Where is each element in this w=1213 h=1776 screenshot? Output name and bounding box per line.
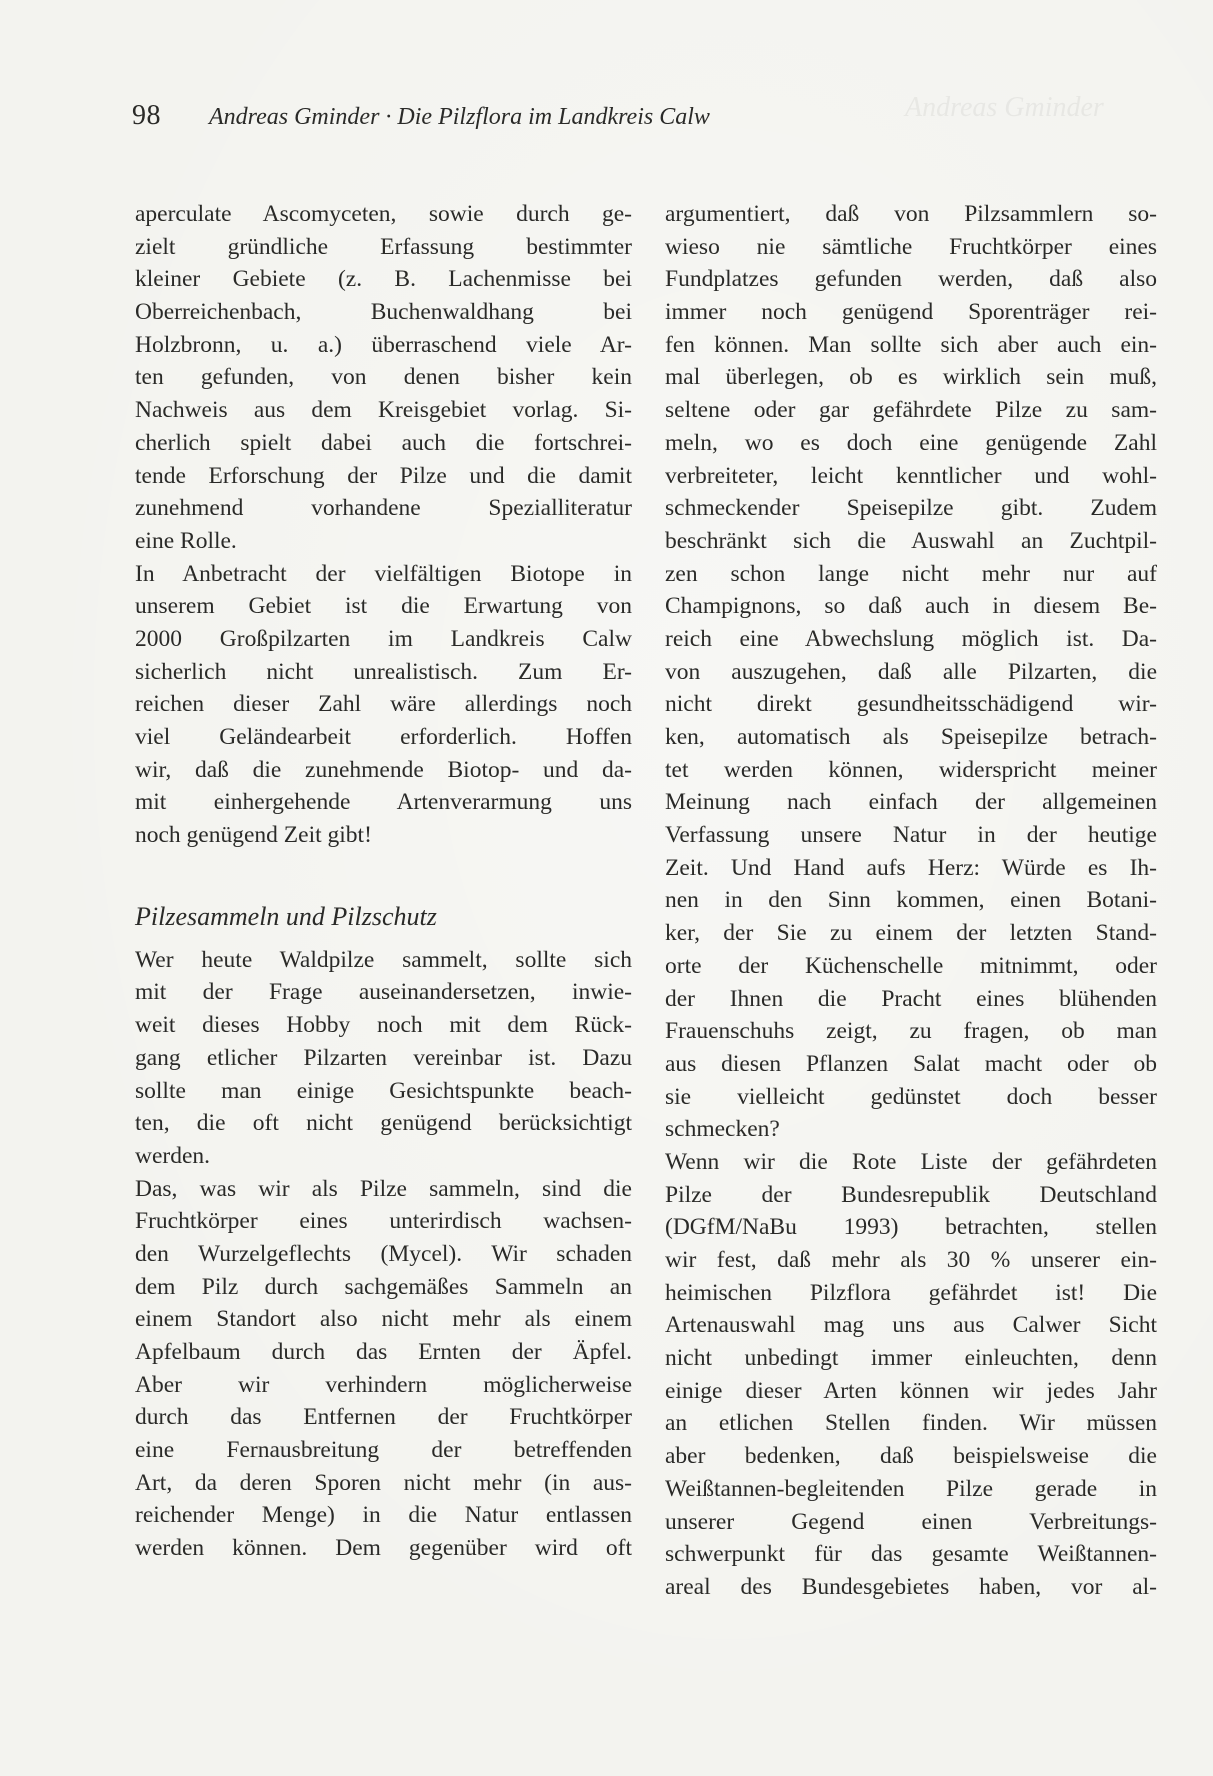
text-line: mit der Frage auseinandersetzen, inwie-: [135, 979, 632, 1006]
text-line: Champignons, so daß auch in diesem Be-: [665, 593, 1157, 620]
text-line: Art, da deren Sporen nicht mehr (in aus-: [135, 1469, 632, 1496]
text-line: Wenn wir die Rote Liste der gefährdeten: [665, 1148, 1157, 1175]
paragraph: [135, 1173, 632, 1565]
text-line: argumentiert, daß von Pilzsammlern so-: [665, 201, 1157, 227]
text-line: gang etlicher Pilzarten vereinbar ist. Dazu: [135, 1044, 632, 1071]
text-line: viel Geländearbeit erforderlich. Hoffen: [135, 724, 632, 750]
running-head: Andreas Gminder · Die Pilzflora im Landkreis Calw: [209, 104, 710, 130]
text-line: meln, wo es doch eine genügende Zahl: [665, 429, 1157, 456]
text-line: mal überlegen, ob es wirklich sein muß,: [665, 364, 1157, 391]
text-line: aber bedenken, daß beispielsweise die: [665, 1443, 1157, 1470]
text-line: seltene oder gar gefährdete Pilze zu sam-: [665, 397, 1157, 424]
text-line: Aber wir verhindern möglicherweise: [135, 1371, 632, 1398]
left-column: [135, 198, 632, 1565]
text-line: eine Rolle.: [135, 527, 237, 554]
text-line: den Wurzelgeflechts (Mycel). Wir schaden: [135, 1240, 632, 1267]
text-line: Oberreichenbach, Buchenwaldhang bei: [135, 299, 632, 326]
text-line: aperculate Ascomyceten, sowie durch ge-: [135, 201, 632, 227]
text-line: immer noch genügend Sporenträger rei-: [665, 299, 1157, 326]
text-line: tende Erforschung der Pilze und die damit: [135, 462, 632, 489]
text-line: noch genügend Zeit gibt!: [135, 822, 372, 849]
section-heading: Pilzesammeln und Pilzschutz: [135, 901, 437, 931]
page-number: 98: [132, 100, 161, 131]
text-line: wieso nie sämtliche Fruchtkörper eines: [665, 233, 1157, 260]
text-line: der Ihnen die Pracht eines blühenden: [665, 985, 1157, 1012]
text-line: kleiner Gebiete (z. B. Lachenmisse bei: [135, 266, 632, 293]
text-line: orte der Küchenschelle mitnimmt, oder: [665, 952, 1157, 979]
text-line: nicht direkt gesundheitsschädigend wir-: [665, 691, 1157, 718]
text-line: Frauenschuhs zeigt, zu fragen, ob man: [665, 1018, 1157, 1045]
text-line: ten gefunden, von denen bisher kein: [135, 364, 632, 391]
text-line: schwerpunkt für das gesamte Weißtannen-: [665, 1541, 1157, 1568]
text-line: reichender Menge) in die Natur entlassen: [135, 1502, 632, 1529]
text-line: tet werden können, widerspricht meiner: [665, 756, 1157, 783]
text-line: eine Fernausbreitung der betreffenden: [135, 1437, 632, 1464]
text-line: cherlich spielt dabei auch die fortschrei-: [135, 429, 632, 456]
text-line: In Anbetracht der vielfältigen Biotope in: [135, 560, 632, 587]
text-line: zen schon lange nicht mehr nur auf: [665, 560, 1157, 587]
text-line: einige dieser Arten können wir jedes Jahr: [665, 1377, 1157, 1404]
text-line: verbreiteter, leicht kenntlicher und wohl-: [665, 462, 1157, 489]
paragraph: [665, 198, 1157, 1146]
text-line: nicht unbedingt immer einleuchten, denn: [665, 1345, 1157, 1372]
text-line: unserer Gegend einen Verbreitungs-: [665, 1508, 1157, 1535]
paragraph: [135, 944, 632, 1173]
text-line: weit dieses Hobby noch mit dem Rück-: [135, 1012, 632, 1039]
text-line: werden können. Dem gegenüber wird oft: [135, 1535, 632, 1562]
text-line: Apfelbaum durch das Ernten der Äpfel.: [135, 1339, 632, 1365]
text-line: Artenauswahl mag uns aus Calwer Sicht: [665, 1312, 1157, 1339]
text-line: reichen dieser Zahl wäre allerdings noch: [135, 691, 632, 718]
text-line: dem Pilz durch sachgemäßes Sammeln an: [135, 1273, 632, 1300]
text-line: Meinung nach einfach der allgemeinen: [665, 789, 1157, 816]
text-line: ten, die oft nicht genügend berücksichtigt: [135, 1110, 632, 1137]
paragraph: [135, 558, 632, 852]
text-line: Pilze der Bundesrepublik Deutschland: [665, 1181, 1157, 1208]
text-line: einem Standort also nicht mehr als einem: [135, 1306, 632, 1333]
text-line: Weißtannen-begleitenden Pilze gerade in: [665, 1475, 1157, 1502]
page-header: [132, 100, 710, 136]
text-line: sicherlich nicht unrealistisch. Zum Er-: [135, 658, 632, 685]
text-line: werden.: [135, 1142, 211, 1169]
text-line: Fruchtkörper eines unterirdisch wachsen-: [135, 1208, 632, 1235]
text-line: fen können. Man sollte sich aber auch ein-: [665, 331, 1157, 358]
paragraph: [135, 198, 632, 558]
text-line: durch das Entfernen der Fruchtkörper: [135, 1404, 632, 1431]
text-line: schmecken?: [665, 1116, 780, 1143]
paragraph: [665, 1146, 1157, 1604]
right-column: [665, 198, 1157, 1604]
text-line: sollte man einige Gesichtspunkte beach-: [135, 1077, 632, 1104]
bleed-through-text: Andreas Gminder: [905, 92, 1104, 123]
text-line: Wer heute Waldpilze sammelt, sollte sich: [135, 946, 632, 973]
text-line: schmeckender Speisepilze gibt. Zudem: [665, 495, 1157, 522]
text-line: ker, der Sie zu einem der letzten Stand-: [665, 920, 1157, 947]
text-line: Verfassung unsere Natur in der heutige: [665, 822, 1157, 849]
text-line: areal des Bundesgebietes haben, vor al-: [665, 1573, 1157, 1600]
text-line: Das, was wir als Pilze sammeln, sind die: [135, 1175, 632, 1202]
text-line: ken, automatisch als Speisepilze betrach-: [665, 724, 1157, 750]
text-line: an etlichen Stellen finden. Wir müssen: [665, 1410, 1157, 1437]
text-line: zielt gründliche Erfassung bestimmter: [135, 233, 632, 260]
text-line: reich eine Abwechslung möglich ist. Da-: [665, 625, 1157, 652]
text-line: Nachweis aus dem Kreisgebiet vorlag. Si-: [135, 397, 632, 424]
text-line: von auszugehen, daß alle Pilzarten, die: [665, 658, 1157, 685]
text-line: Fundplatzes gefunden werden, daß also: [665, 266, 1157, 293]
text-line: nen in den Sinn kommen, einen Botani-: [665, 887, 1157, 914]
text-line: zunehmend vorhandene Spezialliteratur: [135, 495, 632, 522]
text-line: Zeit. Und Hand aufs Herz: Würde es Ih-: [665, 854, 1157, 881]
section-gap: [135, 852, 632, 898]
text-line: aus diesen Pflanzen Salat macht oder ob: [665, 1050, 1157, 1077]
text-line: Holzbronn, u. a.) überraschend viele Ar-: [135, 331, 632, 358]
text-line: wir, daß die zunehmende Biotop- und da-: [135, 756, 632, 783]
text-line: (DGfM/NaBu 1993) betrachten, stellen: [665, 1214, 1157, 1241]
text-line: unserem Gebiet ist die Erwartung von: [135, 593, 632, 620]
text-line: beschränkt sich die Auswahl an Zuchtpil-: [665, 527, 1157, 554]
text-line: mit einhergehende Artenverarmung uns: [135, 789, 632, 816]
text-line: 2000 Großpilzarten im Landkreis Calw: [135, 625, 632, 652]
text-line: heimischen Pilzflora gefährdet ist! Die: [665, 1279, 1157, 1306]
text-line: sie vielleicht gedünstet doch besser: [665, 1083, 1157, 1110]
text-line: wir fest, daß mehr als 30 % unserer ein-: [665, 1247, 1157, 1273]
